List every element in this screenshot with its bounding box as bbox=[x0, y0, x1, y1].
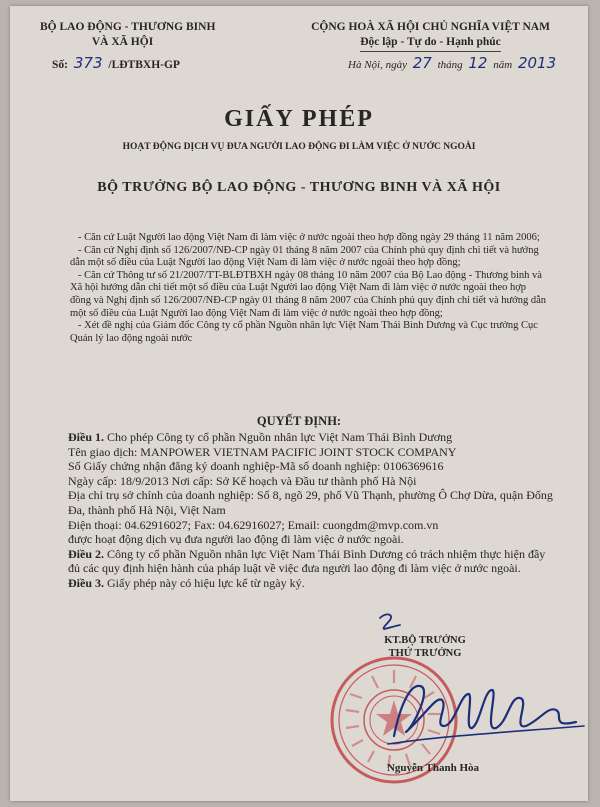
basis-item: - Căn cứ Thông tư số 21/2007/TT-BLĐTBXH ngày 08 tháng 10 năm 2007 của Bộ Lao động - Thương binh và Xã hội hướng dẫn chi tiết một số điều của Luật Người lao động Việt Nam đi làm việc ở nước ngoài theo hợp đồng và Nghị định số 126/2007/NĐ-CP ngày 01 tháng 8 năm 2007 của Chính phủ quy định chi tiết và hướng dẫn một số điều của Luật Người lao động Việt Nam đi làm việc ở nước ngoài theo hợp đồng; bbox=[70, 269, 547, 319]
signatory-title-line-2: THỨ TRƯỞNG bbox=[388, 648, 462, 659]
legal-basis bbox=[70, 232, 548, 345]
basis-item: - Căn cứ Nghị định số 126/2007/NĐ-CP ngày 01 tháng 8 năm 2007 của Chính phủ quy định chi tiết và hướng dẫn một số điều của Luật Người lao động Việt Nam đi làm việc ở nước ngoài theo hợp đồng; bbox=[70, 244, 539, 269]
date-day: 27 bbox=[412, 54, 432, 72]
ministry-header bbox=[40, 20, 216, 50]
registration-number: Số Giấy chứng nhận đăng ký doanh nghiệp-Mã số doanh nghiệp: 0106369616 bbox=[68, 459, 444, 474]
ministry-line-1: BỘ LAO ĐỘNG - THƯƠNG BINH bbox=[40, 21, 216, 33]
permit-document bbox=[10, 6, 588, 801]
article-3 bbox=[68, 576, 558, 591]
article-1-text: Cho phép Công ty cổ phần Nguồn nhân lực Việt Nam Thái Bình Dương bbox=[107, 430, 453, 444]
article-1-label: Điều 1. bbox=[68, 430, 104, 444]
handwritten-mark bbox=[376, 610, 404, 632]
article-2-label: Điều 2. bbox=[68, 546, 104, 561]
article-2-text: Công ty cổ phần Nguồn nhân lực Việt Nam Thái Bình Dương có trách nhiệm thực hiện đầy đủ các quy định hiện hành của pháp luật về việc đưa người lao động đi làm việc ở nước ngoài. bbox=[68, 546, 546, 576]
article-3-label: Điều 3. bbox=[68, 575, 104, 590]
number-handwritten: 373 bbox=[73, 54, 103, 72]
document-number bbox=[52, 54, 180, 72]
article-3-text: Giấy phép này có hiệu lực kể từ ngày ký. bbox=[107, 575, 305, 590]
date-place: Hà Nội, ngày bbox=[348, 59, 407, 71]
company-contact: Điện thoại: 04.62916027; Fax: 04.62916027; Email: cuongdm@mvp.com.vn bbox=[68, 517, 439, 532]
number-prefix: Số: bbox=[52, 59, 68, 71]
issued-info: Ngày cấp: 18/9/2013 Nơi cấp: Sở Kế hoạch và Đầu tư thành phố Hà Nội bbox=[68, 473, 417, 488]
document-subtitle: HOẠT ĐỘNG DỊCH VỤ ĐƯA NGƯỜI LAO ĐỘNG ĐI LÀM VIỆC Ở NƯỚC NGOÀI bbox=[122, 142, 476, 152]
article-1 bbox=[68, 430, 558, 445]
handwritten-signature bbox=[380, 666, 590, 756]
number-suffix: /LĐTBXH-GP bbox=[108, 59, 180, 71]
date-year: 2013 bbox=[517, 54, 557, 72]
signatory-title-line-1: KT.BỘ TRƯỞNG bbox=[384, 635, 466, 646]
document-title: GIẤY PHÉP bbox=[224, 106, 374, 132]
article-2 bbox=[68, 547, 558, 576]
basis-item: - Căn cứ Luật Người lao động Việt Nam đi làm việc ở nước ngoài theo hợp đồng ngày 29 tháng 11 năm 2006; bbox=[78, 232, 540, 243]
country-motto: Độc lập - Tự do - Hạnh phúc bbox=[360, 35, 501, 52]
trade-name: Tên giao dịch: MANPOWER VIETNAM PACIFIC JOINT STOCK COMPANY bbox=[68, 444, 457, 459]
decision-heading: QUYẾT ĐỊNH: bbox=[256, 414, 342, 428]
company-address: Địa chỉ trụ sở chính của doanh nghiệp: Số 8, ngõ 29, phố Vũ Thạnh, phường Ô Chợ Dừa, quận Đống Đa, thành phố Hà Nội, Việt Nam bbox=[68, 488, 553, 517]
country-name: CỘNG HOÀ XÃ HỘI CHỦ NGHĨA VIỆT NAM bbox=[311, 21, 550, 33]
date-month-word: tháng bbox=[437, 59, 463, 71]
basis-item: - Xét đề nghị của Giám đốc Công ty cổ phần Nguồn nhân lực Việt Nam Thái Bình Dương và Cục trưởng Cục Quản lý lao động ngoài nước bbox=[70, 320, 538, 344]
decision-articles bbox=[68, 430, 558, 591]
country-header bbox=[288, 20, 573, 52]
issue-date bbox=[348, 54, 559, 72]
signer-name: Nguyễn Thanh Hòa bbox=[386, 762, 480, 774]
date-year-word: năm bbox=[493, 59, 513, 71]
ministry-line-2: VÀ XÃ HỘI bbox=[91, 36, 154, 48]
issuing-authority: BỘ TRƯỞNG BỘ LAO ĐỘNG - THƯƠNG BINH VÀ XÃ HỘI bbox=[97, 180, 501, 195]
date-month: 12 bbox=[468, 54, 488, 72]
permitted-activity: được hoạt động dịch vụ đưa người lao động đi làm việc ở nước ngoài. bbox=[68, 532, 404, 547]
